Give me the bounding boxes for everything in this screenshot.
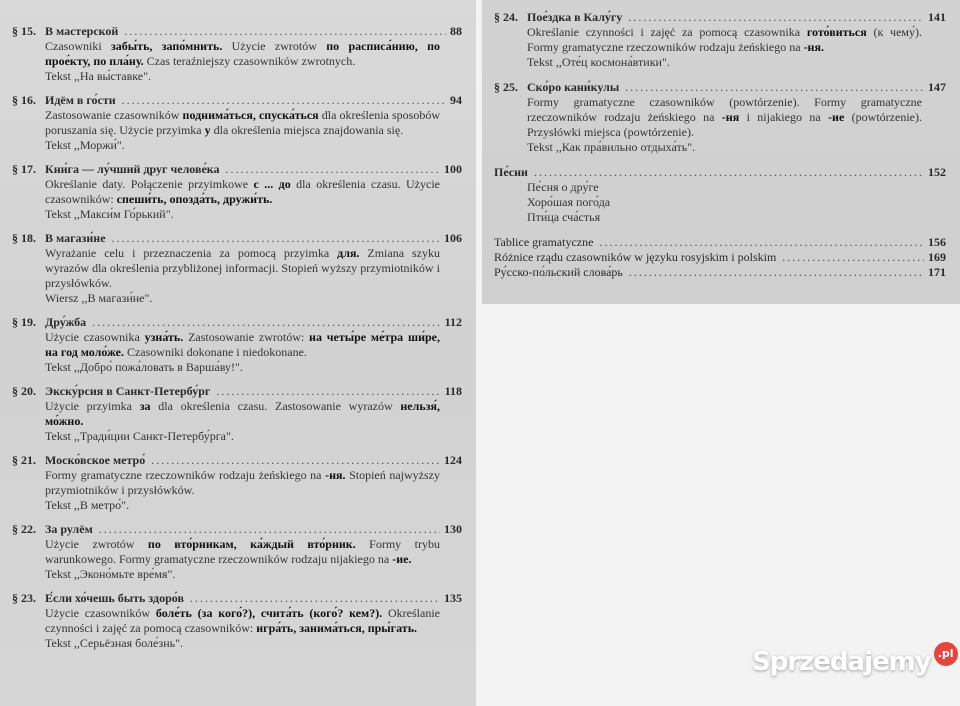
appendix-title: Tablice gramatyczne bbox=[494, 235, 594, 249]
toc-entry-20 bbox=[12, 384, 462, 444]
reading-text: Tekst ,,Макси́м Го́рький". bbox=[45, 207, 174, 221]
russian-term: для. bbox=[337, 246, 360, 260]
page-number: 124 bbox=[444, 453, 462, 467]
description-text: Określanie czynności i zajęć za pomocą czasowników: bbox=[45, 606, 440, 635]
entry-heading bbox=[12, 315, 462, 330]
section-description bbox=[45, 39, 440, 69]
leader-dots bbox=[629, 265, 924, 280]
song-item: Хоро́шая пого́да bbox=[527, 195, 611, 209]
page-number: 130 bbox=[444, 522, 462, 536]
toc-entry-22 bbox=[12, 522, 462, 582]
page-number: 88 bbox=[450, 24, 462, 38]
description-text: dla określenia czasu. Użycie czasowników: bbox=[45, 177, 440, 206]
entry-heading bbox=[494, 80, 946, 95]
leader-dots bbox=[226, 162, 440, 177]
description-text: Czas teraźniejszy czasowników zwrotnych. bbox=[143, 54, 356, 68]
description-text: Formy trybu warunkowego. Formy gramatyczne rzeczowników rodzaju nijakiego na bbox=[45, 537, 440, 566]
section-number: § 25. bbox=[494, 80, 518, 94]
section-number: § 19. bbox=[12, 315, 36, 329]
description-text: Formy gramatyczne rzeczowników rodzaju żeńskiego na bbox=[45, 468, 326, 482]
description-text: Czasowniki bbox=[45, 39, 111, 53]
description-text: dla określenia czasu. Zastosowanie wyrazów bbox=[150, 399, 401, 413]
entry-heading bbox=[12, 162, 462, 177]
russian-term: забы́ть, запо́мнить. bbox=[110, 39, 223, 53]
reading-text: Tekst ,,На вы́ставке". bbox=[45, 69, 152, 83]
russian-term: у bbox=[204, 123, 211, 137]
section-title: Ско́ро кани́кулы bbox=[527, 80, 620, 94]
entry-heading bbox=[12, 231, 462, 246]
left-page bbox=[0, 0, 476, 706]
section-number: § 21. bbox=[12, 453, 36, 467]
russian-term: гото́виться bbox=[806, 25, 867, 39]
page-number: 100 bbox=[444, 162, 462, 176]
reading-text: Tekst ,,Эконо́мьте вре́мя". bbox=[45, 567, 176, 581]
section-description bbox=[45, 330, 440, 360]
russian-term: по вто́рникам, ка́ждый вто́рник. bbox=[147, 537, 356, 551]
leader-dots bbox=[534, 165, 924, 180]
leader-dots bbox=[190, 591, 440, 606]
section-description bbox=[45, 606, 440, 636]
reading-text: Tekst ,,Оте́ц космона́втики". bbox=[527, 55, 670, 69]
russian-term: -ие bbox=[828, 110, 845, 124]
leader-dots bbox=[92, 315, 441, 330]
description-text: dla określenia miejsca znajdowania się. bbox=[210, 123, 404, 137]
section-description bbox=[45, 468, 440, 498]
russian-term: игра́ть, занима́ться, пры́гать. bbox=[256, 621, 418, 635]
section-title: В мастерской bbox=[45, 24, 119, 38]
section-title: Е́сли хо́чешь быть здоро́в bbox=[45, 591, 184, 605]
entry-heading bbox=[12, 24, 462, 39]
russian-term: спеши́ть, опозда́ть, дружи́ть. bbox=[116, 192, 273, 206]
toc-entry-17 bbox=[12, 162, 462, 222]
reading-text: Wiersz ,,В магази́не". bbox=[45, 291, 153, 305]
page-number: 147 bbox=[928, 80, 946, 94]
section-number: § 22. bbox=[12, 522, 36, 536]
section-number: § 16. bbox=[12, 93, 36, 107]
toc-entry-25 bbox=[494, 80, 946, 155]
section-number: § 15. bbox=[12, 24, 36, 38]
watermark bbox=[752, 646, 958, 678]
section-number: § 20. bbox=[12, 384, 36, 398]
section-description bbox=[45, 246, 440, 291]
description-text: Użycie czasowników bbox=[45, 606, 156, 620]
leader-dots bbox=[151, 453, 440, 468]
description-text: Użycie zwrotów bbox=[45, 537, 148, 551]
section-description bbox=[45, 399, 440, 429]
russian-term: -ня. bbox=[325, 468, 346, 482]
reading-text: Tekst ,,Как пра́вильно отдыха́ть". bbox=[527, 140, 696, 154]
russian-term: боле́ть (за кого́?), счита́ть (кого́? кем?). bbox=[155, 606, 383, 620]
description-text: dla określenia sposobów poruszania się. Użycie przyimka bbox=[45, 108, 441, 137]
page-number: 156 bbox=[928, 235, 946, 249]
reading-text: Tekst ,,Добро́ пожа́ловать в Варша́ву!". bbox=[45, 360, 243, 374]
description-text: Formy gramatyczne czasowników (powtórzenie). Formy gramatyczne rzeczowników rodzaju żeńskiego na bbox=[527, 95, 922, 124]
russian-term: с ... до bbox=[253, 177, 291, 191]
section-title: Дру́жба bbox=[45, 315, 87, 329]
entry-heading bbox=[12, 93, 462, 108]
russian-term: по расписа́нию, по прое́кту, по пла́ну. bbox=[45, 39, 440, 68]
songs-title: Пе́сни bbox=[494, 165, 528, 179]
description-text: Stopień najwyższy przymiotników i przysłówków. bbox=[45, 468, 440, 497]
page-number: 171 bbox=[928, 265, 946, 279]
description-text: Wyrażanie celu i przeznaczenia za pomocą przyimka bbox=[45, 246, 338, 260]
russian-term: узна́ть. bbox=[144, 330, 184, 344]
section-description bbox=[527, 25, 922, 55]
description-text: Użycie przyimka bbox=[45, 399, 140, 413]
toc-entry-18 bbox=[12, 231, 462, 306]
appendix-item bbox=[494, 265, 946, 280]
page-number: 152 bbox=[928, 165, 946, 179]
section-title: Пое́здка в Калу́гу bbox=[527, 10, 623, 24]
appendix-title: Ру́сско-по́льский слова́рь bbox=[494, 265, 623, 279]
toc-entry-16 bbox=[12, 93, 462, 153]
song-item: Пе́сня о дру́ге bbox=[527, 180, 599, 194]
entry-heading bbox=[12, 384, 462, 399]
description-text: Użycie czasownika bbox=[45, 330, 145, 344]
russian-term: -ня bbox=[721, 110, 740, 124]
appendix-title: Różnice rządu czasowników w języku rosyjskim i polskim bbox=[494, 250, 777, 264]
song-item: Пти́ца сча́стья bbox=[527, 210, 601, 224]
leader-dots bbox=[216, 384, 440, 399]
leader-dots bbox=[99, 522, 440, 537]
russian-term: нельзя́, мо́жно. bbox=[45, 399, 441, 428]
page-number: 112 bbox=[444, 315, 462, 329]
description-text: Użycie zwrotów bbox=[222, 39, 327, 53]
leader-dots bbox=[122, 93, 446, 108]
page-number: 169 bbox=[928, 250, 946, 264]
right-page bbox=[482, 0, 960, 304]
description-text: Zmiana szyku wyrazów dla określenia przybliżonej informacji. Stopień wyższy przymiotników i przysłówków. bbox=[45, 246, 440, 290]
toc-entry-24 bbox=[494, 10, 946, 70]
description-text: i nijakiego na bbox=[739, 110, 829, 124]
description-text: Określanie czynności i zajęć za pomocą czasownika bbox=[527, 25, 807, 39]
watermark-logo: Sprzedajemy bbox=[752, 647, 931, 677]
section-title: Моско́вское метро́ bbox=[45, 453, 146, 467]
reading-text: Tekst ,,Тради́ции Санкт-Петербу́рга". bbox=[45, 429, 234, 443]
section-number: § 17. bbox=[12, 162, 36, 176]
leader-dots bbox=[124, 24, 446, 39]
section-title: В магази́не bbox=[45, 231, 106, 245]
section-number: § 24. bbox=[494, 10, 518, 24]
description-text: Określanie daty. Połączenie przyimkowe bbox=[45, 177, 254, 191]
section-description bbox=[45, 108, 440, 138]
toc-songs bbox=[494, 165, 946, 225]
reading-text: Tekst ,,Моржи́". bbox=[45, 138, 125, 152]
description-text: Zastosowanie czasowników bbox=[45, 108, 183, 122]
section-description bbox=[527, 95, 922, 140]
page-number: 141 bbox=[928, 10, 946, 24]
entry-heading bbox=[12, 591, 462, 606]
russian-term: -ие. bbox=[392, 552, 412, 566]
description-text: Zastosowanie zwrotów: bbox=[183, 330, 310, 344]
section-title: Идём в го́сти bbox=[45, 93, 116, 107]
section-description bbox=[45, 537, 440, 567]
section-description bbox=[45, 177, 440, 207]
description-text: (powtórzenie). Przysłówki miejsca (powtórzenie). bbox=[527, 110, 922, 139]
leader-dots bbox=[599, 235, 924, 250]
page-number: 106 bbox=[444, 231, 462, 245]
section-title: Кни́га — лу́чший друг челове́ка bbox=[45, 162, 220, 176]
russian-term: за bbox=[139, 399, 151, 413]
leader-dots bbox=[625, 80, 924, 95]
entry-heading bbox=[12, 453, 462, 468]
entry-heading bbox=[12, 522, 462, 537]
section-title: За рулём bbox=[45, 522, 93, 536]
toc-appendix bbox=[494, 235, 946, 280]
entry-heading bbox=[494, 10, 946, 25]
appendix-item bbox=[494, 235, 946, 250]
section-title: Экску́рсия в Санкт-Петербу́рг bbox=[45, 384, 211, 398]
leader-dots bbox=[782, 250, 924, 265]
russian-term: -ня. bbox=[803, 40, 824, 54]
leader-dots bbox=[628, 10, 924, 25]
page-number: 118 bbox=[444, 384, 462, 398]
watermark-badge: .pl bbox=[934, 642, 958, 666]
toc-entry-21 bbox=[12, 453, 462, 513]
reading-text: Tekst ,,Серьёзная боле́знь". bbox=[45, 636, 184, 650]
leader-dots bbox=[112, 231, 440, 246]
reading-text: Tekst ,,В метро́". bbox=[45, 498, 130, 512]
toc-entry-15 bbox=[12, 24, 462, 84]
toc-entry-19 bbox=[12, 315, 462, 375]
page-number: 94 bbox=[450, 93, 462, 107]
description-text: Czasowniki dokonane i niedokonane. bbox=[123, 345, 307, 359]
section-number: § 23. bbox=[12, 591, 36, 605]
toc-entry-23 bbox=[12, 591, 462, 651]
description-text: (к чему́). Formy gramatyczne rzeczowników rodzaju żeńskiego na bbox=[527, 25, 923, 54]
page-number: 135 bbox=[444, 591, 462, 605]
section-number: § 18. bbox=[12, 231, 36, 245]
appendix-item bbox=[494, 250, 946, 265]
russian-term: поднима́ться, спуска́ться bbox=[182, 108, 319, 122]
russian-term: на четы́ре ме́тра ши́ре, на год моло́же. bbox=[45, 330, 441, 359]
